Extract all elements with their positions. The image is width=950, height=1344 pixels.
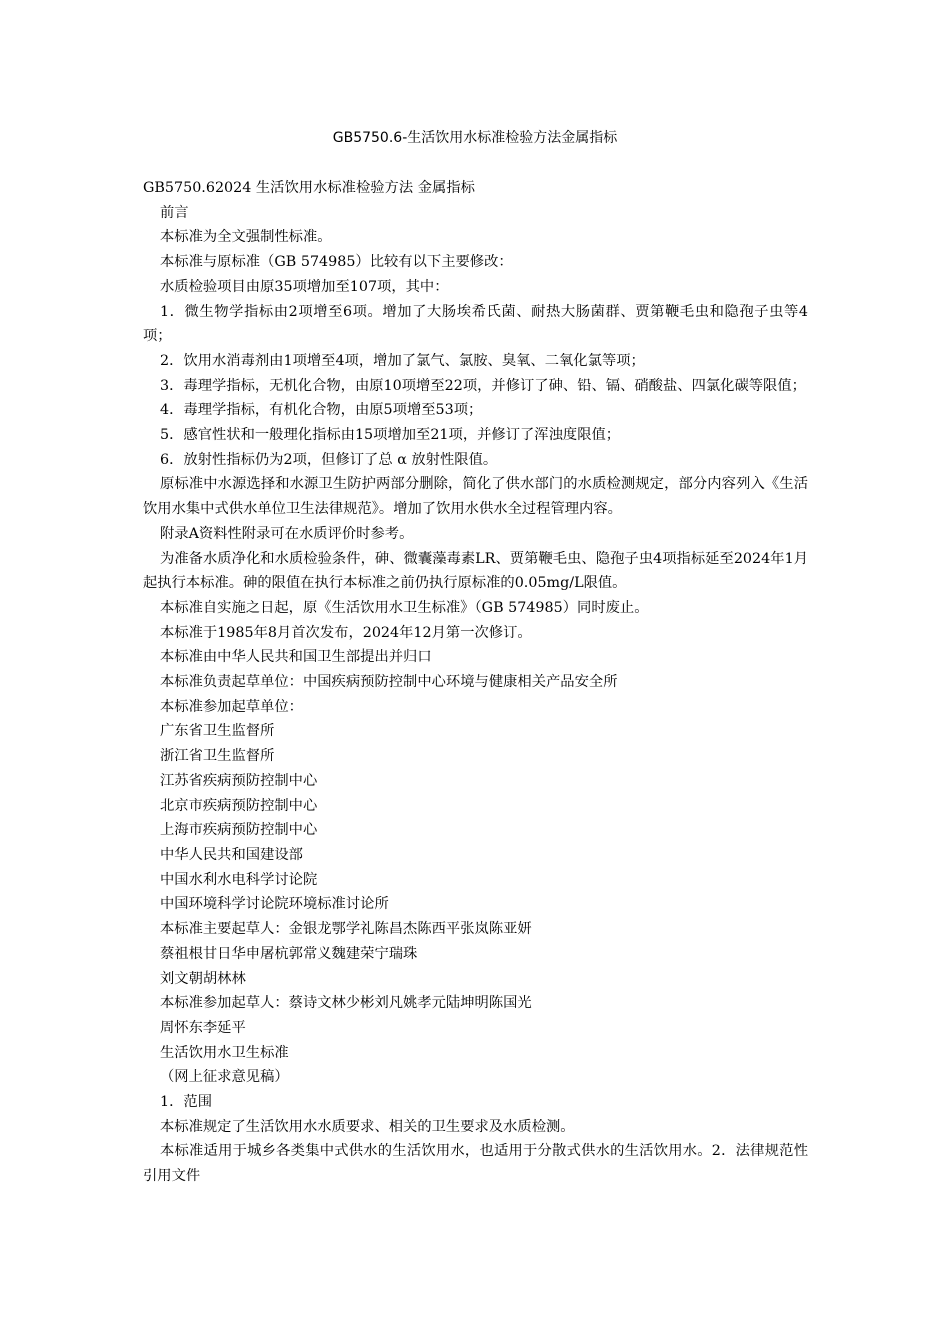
list-item: 浙江省卫生监督所 xyxy=(160,748,275,765)
section-heading: 1．范围 xyxy=(160,1094,212,1111)
list-item: 3．毒理学指标，无机化合物，由原10项增至22项，并修订了砷、铅、镉、硝酸盐、四氯化碳等限值； xyxy=(160,377,806,394)
paragraph: 水质检验项目由原35项增加至107项，其中： xyxy=(160,278,449,295)
paragraph: 为准备水质净化和水质检验条件，砷、微囊藻毒素LR、贾第鞭毛虫、隐孢子虫4项指标延至2024年1月起执行本标准。砷的限值在执行本标准之前仍执行原标准的0.05mg/L限值。 xyxy=(143,550,808,592)
paragraph-foreword: 前言 xyxy=(160,204,189,221)
list-item: 4．毒理学指标，有机化合物，由原5项增至53项； xyxy=(160,402,483,419)
list-item: 2．饮用水消毒剂由1项增至4项，增加了氯气、氯胺、臭氧、二氧化氯等项； xyxy=(160,352,645,369)
paragraph: 周怀东李延平 xyxy=(160,1019,246,1036)
list-item: 上海市疾病预防控制中心 xyxy=(160,822,318,839)
paragraph: 本标准参加起草单位： xyxy=(160,698,303,715)
paragraph-standard-heading: GB5750.62024 生活饮用水标准检验方法 金属指标 xyxy=(143,180,475,196)
list-item: 中华人民共和国建设部 xyxy=(160,846,303,863)
document-title: GB5750.6-生活饮用水标准检验方法金属指标 xyxy=(332,130,618,146)
paragraph: 本标准由中华人民共和国卫生部提出并归口 xyxy=(160,649,432,666)
paragraph: 原标准中水源选择和水源卫生防护两部分删除，简化了供水部门的水质检测规定，部分内容列入《生活饮用水集中式供水单位卫生法律规范》。增加了饮用水供水全过程管理内容。 xyxy=(143,476,808,518)
paragraph: 本标准规定了生活饮用水水质要求、相关的卫生要求及水质检测。 xyxy=(160,1118,575,1135)
list-item: 北京市疾病预防控制中心 xyxy=(160,797,318,814)
list-item: 江苏省疾病预防控制中心 xyxy=(160,772,318,789)
paragraph: 本标准负责起草单位：中国疾病预防控制中心环境与健康相关产品安全所 xyxy=(160,674,618,691)
paragraph: 本标准于1985年8月首次发布，2024年12月第一次修订。 xyxy=(160,624,532,641)
paragraph: 本标准自实施之日起，原《生活饮用水卫生标准》（GB 574985）同时废止。 xyxy=(160,599,649,616)
list-item: 6．放射性指标仍为2项，但修订了总 α 放射性限值。 xyxy=(160,451,498,468)
list-item: 广东省卫生监督所 xyxy=(160,723,275,740)
list-item: 5．感官性状和一般理化指标由15项增加至21项，并修订了浑浊度限值； xyxy=(160,427,621,444)
paragraph: 生活饮用水卫生标准 xyxy=(160,1044,289,1061)
paragraph: （网上征求意见稿） xyxy=(160,1069,289,1086)
list-item: 中国水利水电科学讨论院 xyxy=(160,871,318,888)
list-item: 中国环境科学讨论院环境标准讨论所 xyxy=(160,896,389,913)
document-body xyxy=(143,176,808,1189)
list-item: 1．微生物学指标由2项增至6项。增加了大肠埃希氏菌、耐热大肠菌群、贾第鞭毛虫和隐孢子虫等4项； xyxy=(143,303,808,345)
paragraph: 本标准参加起草人：蔡诗文林少彬刘凡姚孝元陆坤明陈国光 xyxy=(160,995,532,1012)
paragraph: 本标准为全文强制性标准。 xyxy=(160,229,332,246)
paragraph: 刘文朝胡林林 xyxy=(160,970,246,987)
paragraph: 蔡祖根甘日华申屠杭郭常义魏建荣宁瑞珠 xyxy=(160,945,418,962)
paragraph: 本标准主要起草人：金银龙鄂学礼陈昌杰陈西平张岚陈亚妍 xyxy=(160,921,532,938)
paragraph: 本标准适用于城乡各类集中式供水的生活饮用水，也适用于分散式供水的生活饮用水。2．法律规范性引用文件 xyxy=(143,1143,808,1185)
paragraph: 本标准与原标准（GB 574985）比较有以下主要修改： xyxy=(160,254,513,271)
paragraph: 附录A资料性附录可在水质评价时参考。 xyxy=(160,525,414,542)
